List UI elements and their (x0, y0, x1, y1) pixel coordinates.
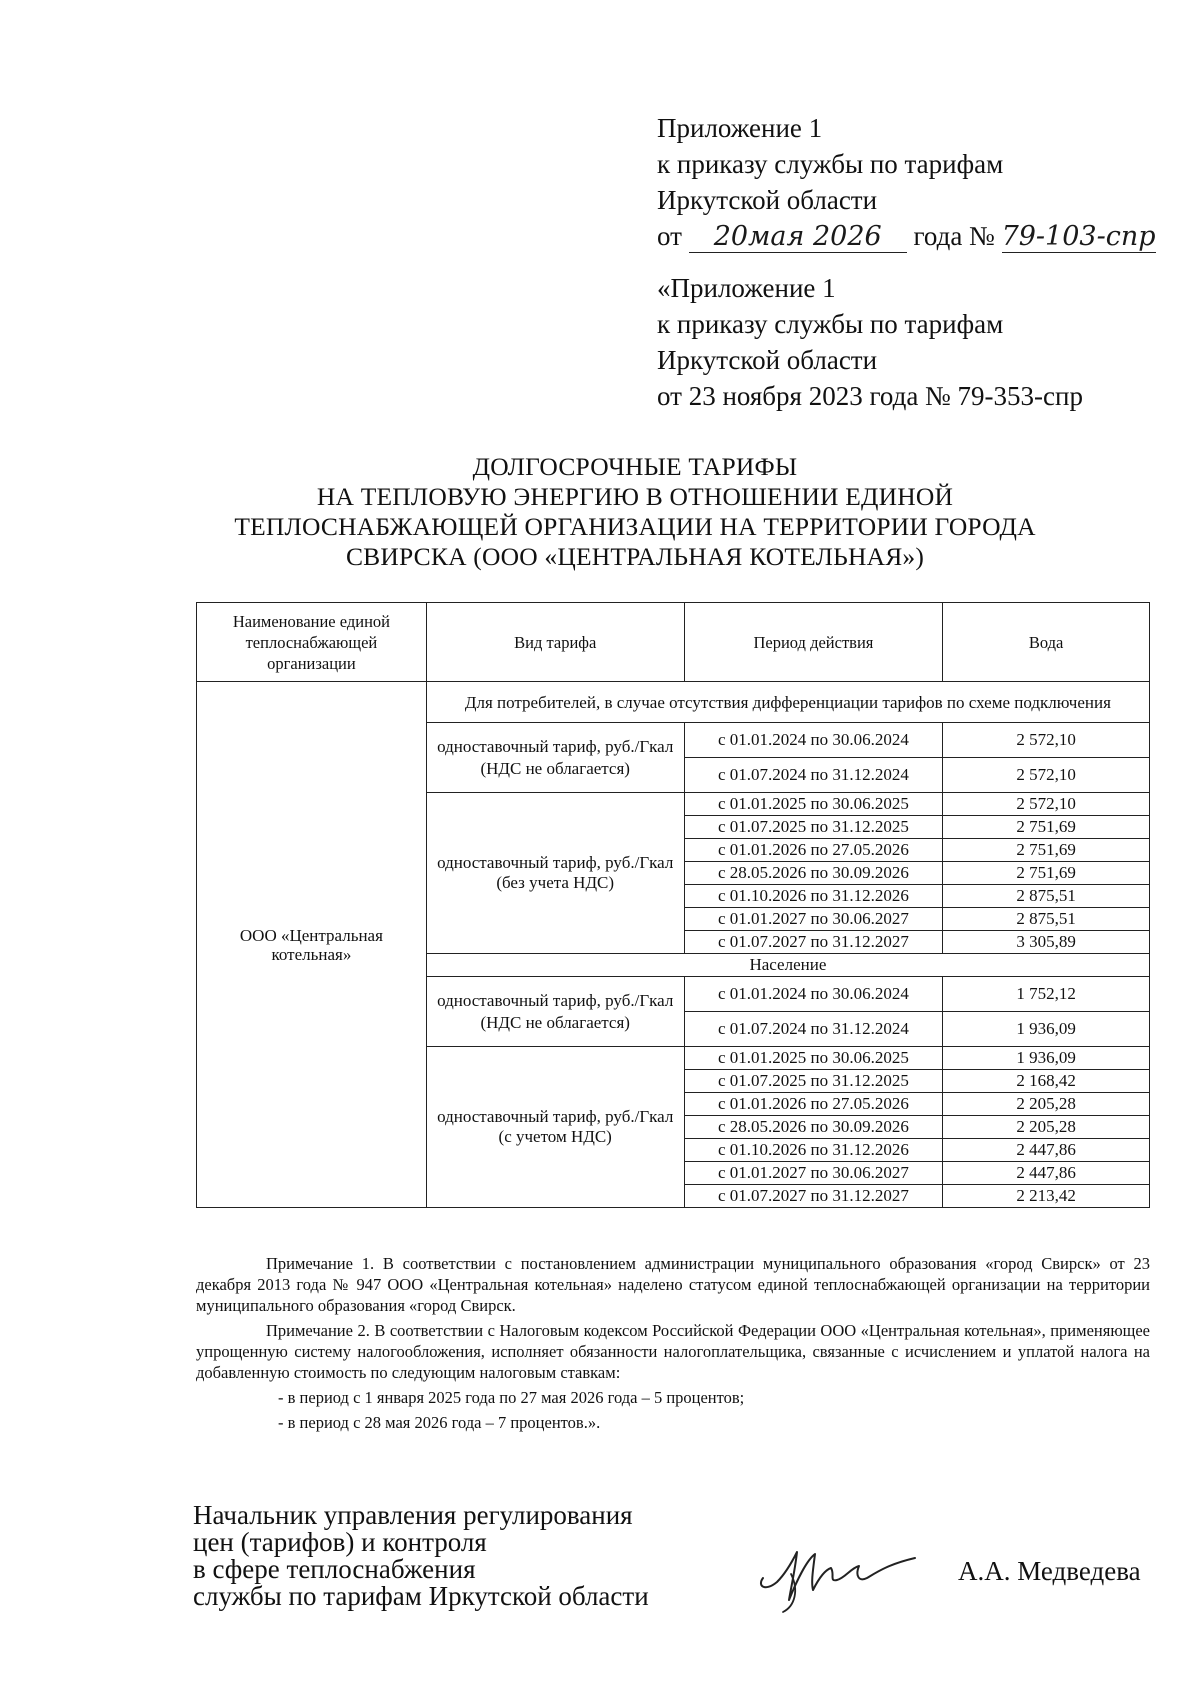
table-header-row (197, 603, 1150, 682)
tariff-type-cell: одноставочный тариф, руб./Гкал (с учетом НДС) (426, 1047, 684, 1208)
title-line: НА ТЕПЛОВУЮ ЭНЕРГИЮ В ОТНОШЕНИИ ЕДИНОЙ (316, 482, 954, 511)
period-cell: с 01.01.2026 по 27.05.2026 (684, 839, 943, 862)
notes (196, 1253, 1150, 1433)
period-cell: с 01.01.2027 по 30.06.2027 (684, 908, 943, 931)
period-cell: с 28.05.2026 по 30.09.2026 (684, 1116, 943, 1139)
appendix-line: Иркутской области (657, 185, 878, 215)
handwritten-signature (755, 1530, 925, 1615)
header-type: Вид тарифа (426, 603, 684, 682)
handwritten-date: 20мая 2026 (689, 222, 907, 253)
water-value-cell: 2 875,51 (943, 885, 1150, 908)
note-bullet-2: - в период с 28 мая 2026 года – 7 процентов.». (278, 1413, 601, 1432)
water-value-cell: 2 205,28 (943, 1116, 1150, 1139)
appendix-line: Иркутской области (657, 345, 878, 375)
period-cell: с 01.01.2024 по 30.06.2024 (684, 723, 943, 758)
position-line: Начальник управления регулирования (193, 1500, 633, 1530)
period-cell: с 01.07.2027 по 31.12.2027 (684, 931, 943, 954)
water-value-cell: 2 875,51 (943, 908, 1150, 931)
tariff-type-cell: одноставочный тариф, руб./Гкал (без учета НДС) (426, 793, 684, 954)
water-value-cell: 3 305,89 (943, 931, 1150, 954)
period-cell: с 01.01.2026 по 27.05.2026 (684, 1093, 943, 1116)
header-water: Вода (943, 603, 1150, 682)
title-line: СВИРСКА (ООО «ЦЕНТРАЛЬНАЯ КОТЕЛЬНАЯ») (345, 542, 925, 571)
previous-appendix-header (657, 270, 1083, 414)
position-line: службы по тарифам Иркутской области (193, 1581, 649, 1611)
period-cell: с 01.07.2025 по 31.12.2025 (684, 816, 943, 839)
signatory-name: А.А. Медведева (958, 1556, 1141, 1586)
document-title (195, 452, 1075, 572)
section-row (197, 682, 1150, 723)
period-cell: с 01.07.2024 по 31.12.2024 (684, 758, 943, 793)
water-value-cell: 2 751,69 (943, 839, 1150, 862)
period-cell: с 01.01.2027 по 30.06.2027 (684, 1162, 943, 1185)
header-org: Наименование единой теплоснабжающей организации (197, 603, 427, 682)
note-1: Примечание 1. В соответствии с постановлением администрации муниципального образования «город Свирск» от 23 декабря 2013 года № 947 ООО «Центральная котельная» наделено статусом единой теплоснабжающей организации на территории муниципального образования «город Свирск. (196, 1254, 1150, 1315)
period-cell: с 28.05.2026 по 30.09.2026 (684, 862, 943, 885)
period-cell: с 01.10.2026 по 31.12.2026 (684, 1139, 943, 1162)
org-name-cell: ООО «Центральная котельная» (197, 682, 427, 1208)
tariff-table (196, 602, 1150, 1208)
water-value-cell: 2 572,10 (943, 758, 1150, 793)
section-label: Население (426, 954, 1149, 977)
header-period: Период действия (684, 603, 943, 682)
water-value-cell: 1 936,09 (943, 1012, 1150, 1047)
appendix-header (657, 110, 1156, 254)
water-value-cell: 2 213,42 (943, 1185, 1150, 1208)
water-value-cell: 2 751,69 (943, 816, 1150, 839)
appendix-date-line (657, 218, 1156, 254)
date-prefix: от (657, 221, 682, 251)
water-value-cell: 2 168,42 (943, 1070, 1150, 1093)
tariff-type-cell: одноставочный тариф, руб./Гкал (НДС не облагается) (426, 723, 684, 793)
note-2: Примечание 2. В соответствии с Налоговым кодексом Российской Федерации ООО «Центральная котельная», применяющее упрощенную систему налогообложения, исполняет обязанности налогоплательщика, связанные с исчислением и уплатой налога на добавленную стоимость по следующим налоговым ставкам: (196, 1321, 1150, 1382)
section-label: Для потребителей, в случае отсутствия дифференциации тарифов по схеме подключения (426, 682, 1149, 723)
water-value-cell: 2 572,10 (943, 723, 1150, 758)
period-cell: с 01.01.2024 по 30.06.2024 (684, 977, 943, 1012)
handwritten-number: 79-103-спр (1001, 221, 1156, 252)
position-line: цен (тарифов) и контроля (193, 1527, 487, 1557)
appendix-line: к приказу службы по тарифам (657, 149, 1004, 179)
appendix-line: Приложение 1 (657, 113, 823, 143)
appendix-line: к приказу службы по тарифам (657, 309, 1004, 339)
title-line: ДОЛГОСРОЧНЫЕ ТАРИФЫ (472, 452, 798, 481)
note-bullet-1: - в период с 1 января 2025 года по 27 мая 2026 года – 5 процентов; (278, 1388, 745, 1407)
water-value-cell: 2 572,10 (943, 793, 1150, 816)
period-cell: с 01.07.2024 по 31.12.2024 (684, 1012, 943, 1047)
number-prefix: года № (913, 221, 995, 251)
water-value-cell: 1 936,09 (943, 1047, 1150, 1070)
appendix-line: «Приложение 1 (657, 273, 836, 303)
period-cell: с 01.01.2025 по 30.06.2025 (684, 1047, 943, 1070)
period-cell: с 01.07.2025 по 31.12.2025 (684, 1070, 943, 1093)
appendix-line: от 23 ноября 2023 года № 79-353-спр (657, 381, 1083, 411)
position-line: в сфере теплоснабжения (193, 1554, 476, 1584)
water-value-cell: 2 205,28 (943, 1093, 1150, 1116)
tariff-type-cell: одноставочный тариф, руб./Гкал (НДС не облагается) (426, 977, 684, 1047)
period-cell: с 01.10.2026 по 31.12.2026 (684, 885, 943, 908)
water-value-cell: 2 751,69 (943, 862, 1150, 885)
signatory-position (193, 1502, 649, 1610)
water-value-cell: 2 447,86 (943, 1139, 1150, 1162)
period-cell: с 01.01.2025 по 30.06.2025 (684, 793, 943, 816)
title-line: ТЕПЛОСНАБЖАЮЩЕЙ ОРГАНИЗАЦИИ НА ТЕРРИТОРИИ ГОРОДА (234, 512, 1036, 541)
water-value-cell: 1 752,12 (943, 977, 1150, 1012)
water-value-cell: 2 447,86 (943, 1162, 1150, 1185)
period-cell: с 01.07.2027 по 31.12.2027 (684, 1185, 943, 1208)
